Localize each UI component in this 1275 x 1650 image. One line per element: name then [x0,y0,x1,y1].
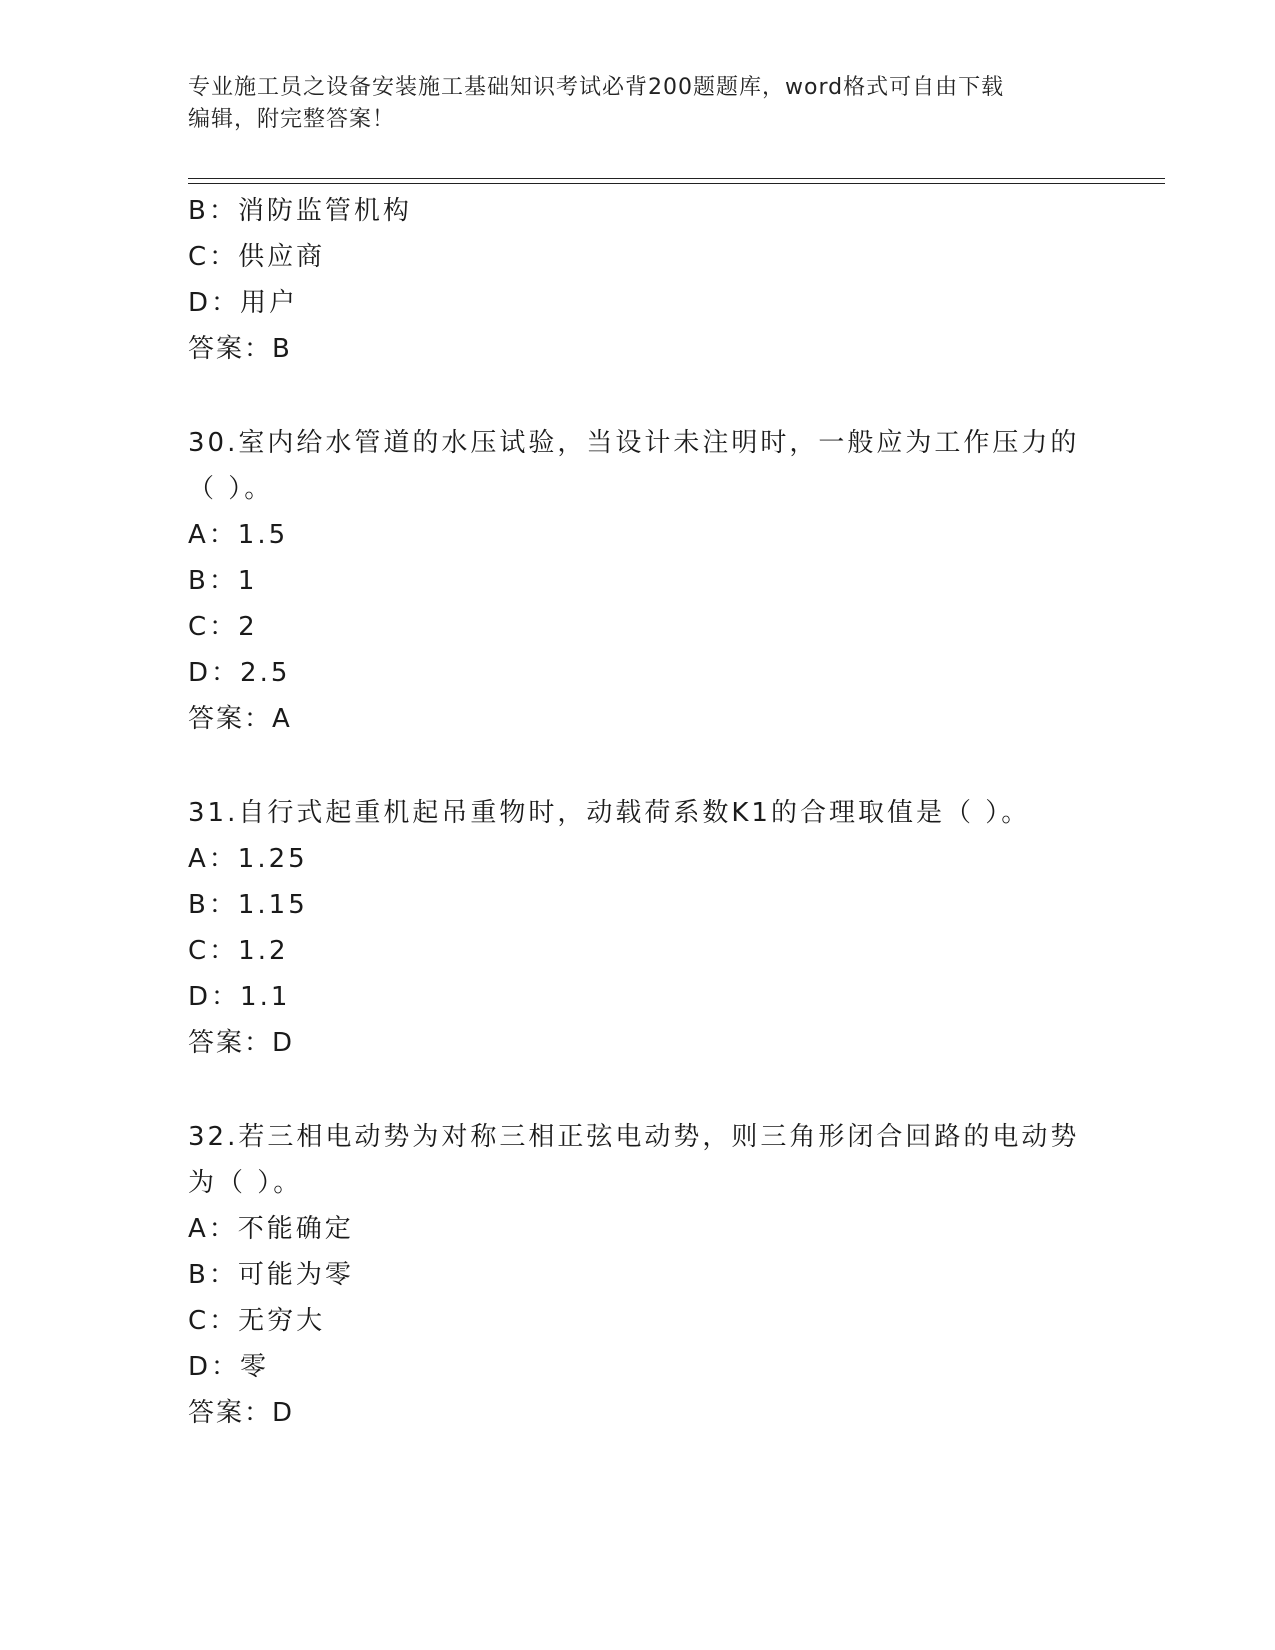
question-stem-line-2: 为（ ）。 [188,1168,303,1198]
question-stem-line-1: 30.室内给水管道的水压试验，当设计未注明时，一般应为工作压力的 [188,428,1080,458]
option-c: C：无穷大 [188,1306,326,1336]
option-c: C：1.2 [188,936,289,966]
question-31 [188,790,1088,1066]
document-header [188,72,1088,136]
question-stem-line-1: 31.自行式起重机起吊重物时，动载荷系数K1的合理取值是（ ）。 [188,798,1031,828]
option-b: B：可能为零 [188,1260,354,1290]
option-a: A：1.25 [188,844,308,874]
option-c: C：2 [188,612,258,642]
answer-line: 答案：D [188,1398,295,1428]
answer-line: 答案：D [188,1028,295,1058]
question-30 [188,420,1088,742]
option-d: D：2.5 [188,658,291,688]
option-d: D：用户 [188,288,299,318]
option-b: B：消防监管机构 [188,196,412,226]
header-divider-bottom [188,183,1165,184]
header-line-1: 专业施工员之设备安装施工基础知识考试必背200题题库，word格式可自由下载 [188,75,1005,100]
previous-question-tail [188,188,1088,372]
question-stem-line-2: （ ）。 [188,474,274,504]
answer-line: 答案：B [188,334,292,364]
question-32 [188,1114,1088,1436]
header-divider-top [188,178,1165,179]
option-d: D：零 [188,1352,270,1382]
header-line-2: 编辑，附完整答案！ [188,107,396,132]
option-d: D：1.1 [188,982,291,1012]
option-b: B：1.15 [188,890,308,920]
option-a: A：不能确定 [188,1214,354,1244]
answer-line: 答案：A [188,704,292,734]
question-stem-line-1: 32.若三相电动势为对称三相正弦电动势，则三角形闭合回路的电动势 [188,1122,1080,1152]
option-c: C：供应商 [188,242,326,272]
option-a: A：1.5 [188,520,289,550]
option-b: B：1 [188,566,258,596]
question-list [188,188,1088,1436]
